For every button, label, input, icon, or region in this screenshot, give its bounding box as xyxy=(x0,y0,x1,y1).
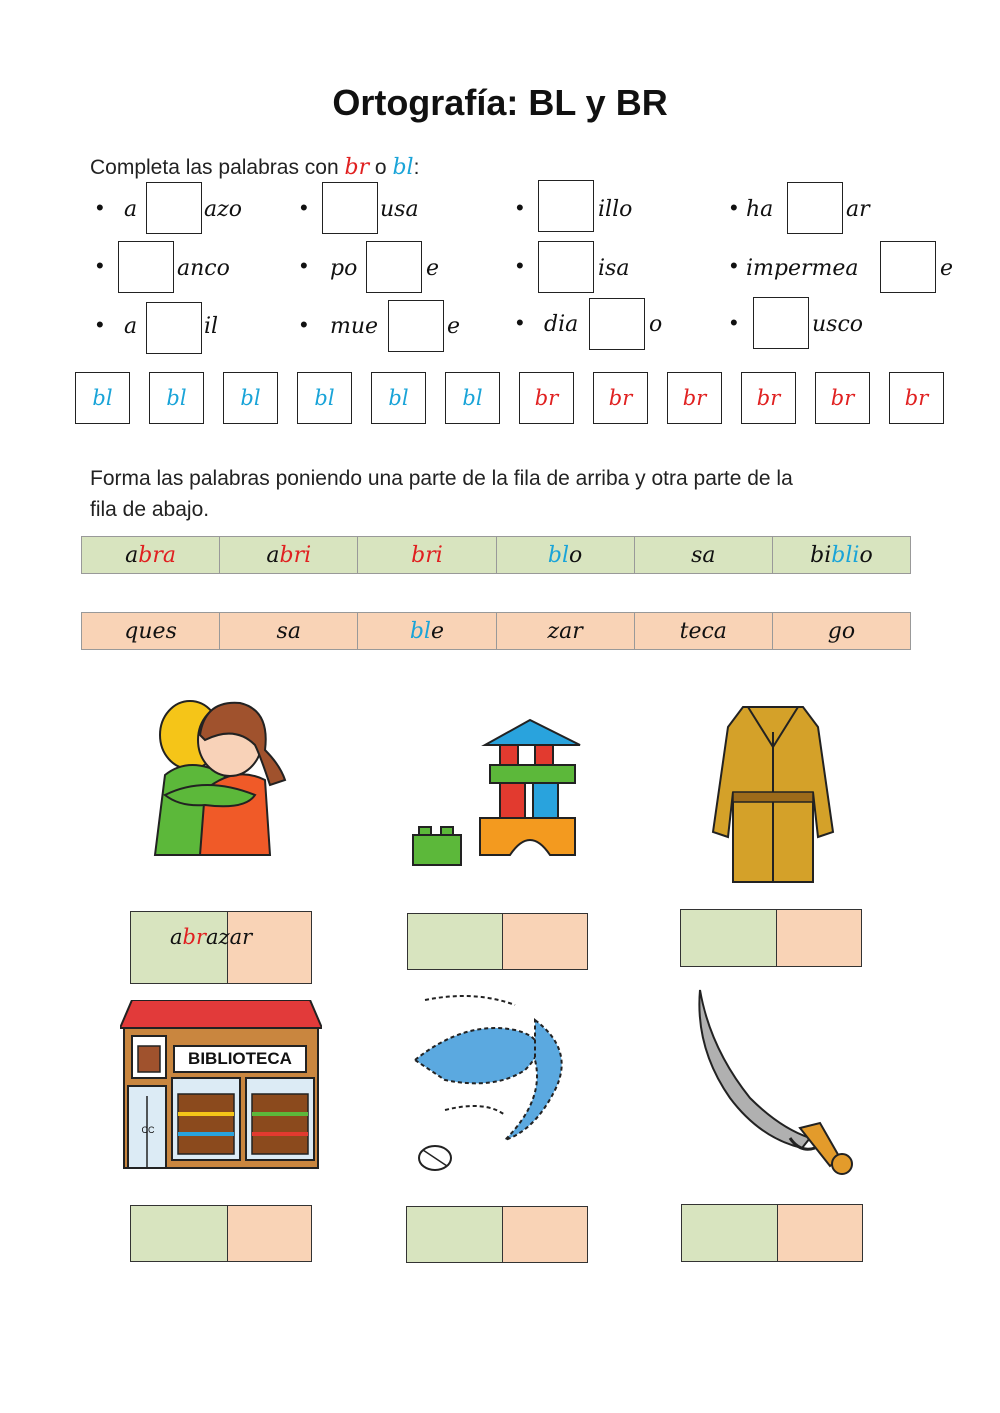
syllable-cell[interactable] xyxy=(635,537,773,573)
page-title: Ortografía: BL y BR xyxy=(332,82,668,123)
blank-box[interactable] xyxy=(753,297,809,349)
syl-part: bli xyxy=(831,542,860,568)
syllable-cell[interactable] xyxy=(497,613,635,649)
word-after: isa xyxy=(598,256,630,281)
syllable-cell[interactable] xyxy=(773,537,910,573)
syl-part: bra xyxy=(138,542,176,568)
syl-part: teca xyxy=(679,618,727,644)
answer-part-bottom[interactable] xyxy=(777,910,861,966)
ans-part: a xyxy=(170,925,183,949)
coat-picture xyxy=(708,702,838,887)
word-before: a xyxy=(124,197,138,222)
word-after: anco xyxy=(177,256,230,281)
tile-text: br xyxy=(904,386,929,410)
bullet: • xyxy=(730,310,738,335)
word-before: mue xyxy=(330,314,379,339)
answer-part-bottom[interactable] xyxy=(503,914,587,969)
answer-part-top[interactable] xyxy=(131,1206,228,1261)
blank-box[interactable] xyxy=(322,182,378,234)
syl-part: ques xyxy=(124,618,177,644)
tile-text: br xyxy=(534,386,559,410)
library-picture xyxy=(120,1000,322,1172)
bullet: • xyxy=(516,310,524,335)
wind-picture xyxy=(405,990,590,1175)
bl-label: bl xyxy=(392,155,414,180)
answer-part-bottom[interactable] xyxy=(228,1206,311,1261)
syl-part: bl xyxy=(409,618,431,644)
bullet: • xyxy=(730,253,738,278)
syl-part: o xyxy=(569,542,583,568)
exercise1-instruction xyxy=(90,155,419,180)
syllable-cell[interactable] xyxy=(635,613,773,649)
tile-text: bl xyxy=(166,386,187,410)
word-before: a xyxy=(124,314,138,339)
blank-box[interactable] xyxy=(880,241,936,293)
answer-part-top[interactable] xyxy=(407,1207,503,1262)
blank-box[interactable] xyxy=(118,241,174,293)
syllable-cell[interactable] xyxy=(82,613,220,649)
bullet: • xyxy=(96,195,104,220)
word-before: ha xyxy=(746,197,774,222)
syllable-cell[interactable] xyxy=(358,537,496,573)
syl-part: bri xyxy=(279,542,312,568)
syl-part: sa xyxy=(691,542,716,568)
instruction-line: Forma las palabras poniendo una parte de la fila de arriba y otra parte de la xyxy=(90,467,793,490)
tile-text: bl xyxy=(240,386,261,410)
syllable-cell[interactable] xyxy=(220,537,358,573)
tile-bl[interactable] xyxy=(371,372,426,424)
tile-bl[interactable] xyxy=(223,372,278,424)
blank-box[interactable] xyxy=(146,302,202,354)
blank-box[interactable] xyxy=(366,241,422,293)
colon-text: : xyxy=(413,156,420,179)
syl-part: o xyxy=(859,542,873,568)
tile-bl[interactable] xyxy=(297,372,352,424)
tile-br[interactable] xyxy=(741,372,796,424)
instruction-text: Completa las palabras con xyxy=(90,156,345,179)
blank-box[interactable] xyxy=(589,298,645,350)
br-label: br xyxy=(344,155,370,180)
tile-text: bl xyxy=(92,386,113,410)
bullet: • xyxy=(96,253,104,278)
answer-part-bottom[interactable] xyxy=(503,1207,587,1262)
syllable-cell[interactable] xyxy=(358,613,496,649)
or-text: o xyxy=(369,156,393,179)
blank-box[interactable] xyxy=(388,300,444,352)
bullet: • xyxy=(300,253,308,278)
word-after: e xyxy=(940,256,954,281)
bullet: • xyxy=(300,312,308,337)
answer-part-top[interactable] xyxy=(408,914,503,969)
syllable-row-bottom xyxy=(81,612,911,650)
blank-box[interactable] xyxy=(538,241,594,293)
syl-part: bl xyxy=(547,542,570,568)
tile-text: bl xyxy=(462,386,483,410)
word-after: ar xyxy=(846,197,870,222)
syllable-cell[interactable] xyxy=(82,537,220,573)
bullet: • xyxy=(516,195,524,220)
syl-part: a xyxy=(125,542,139,568)
library-sign: BIBLIOTECA xyxy=(188,1049,292,1068)
syl-part: zar xyxy=(547,618,583,644)
word-after: usco xyxy=(812,312,864,337)
syllable-cell[interactable] xyxy=(220,613,358,649)
tile-text: br xyxy=(682,386,707,410)
word-after: e xyxy=(426,256,440,281)
syl-part: a xyxy=(266,542,280,568)
tile-text: br xyxy=(830,386,855,410)
word-after: azo xyxy=(204,197,242,222)
syllable-cell[interactable] xyxy=(773,613,910,649)
tile-text: bl xyxy=(388,386,409,410)
syl-part: sa xyxy=(276,618,301,644)
tile-text: br xyxy=(608,386,633,410)
blocks-picture xyxy=(405,715,590,870)
ans-part: br xyxy=(182,925,207,949)
tile-br[interactable] xyxy=(815,372,870,424)
syllable-row-top xyxy=(81,536,911,574)
word-before: po xyxy=(330,256,358,281)
tile-text: bl xyxy=(314,386,335,410)
word-after: il xyxy=(204,314,219,339)
bullet: • xyxy=(730,195,738,220)
instruction-line: fila de abajo. xyxy=(90,498,210,521)
syllable-cell[interactable] xyxy=(497,537,635,573)
bullet: • xyxy=(96,312,104,337)
answer-box[interactable] xyxy=(681,1204,863,1262)
tile-br[interactable] xyxy=(519,372,574,424)
word-after: illo xyxy=(598,197,633,222)
answer-box[interactable] xyxy=(130,1205,312,1262)
hug-picture xyxy=(145,695,295,865)
word-after: o xyxy=(649,312,663,337)
word-after: e xyxy=(447,314,461,339)
word-after: usa xyxy=(380,197,419,222)
syl-part: bi xyxy=(810,542,832,568)
tile-br[interactable] xyxy=(593,372,648,424)
sword-picture xyxy=(690,988,860,1178)
tile-bl[interactable] xyxy=(75,372,130,424)
example-answer xyxy=(170,925,252,949)
tile-br[interactable] xyxy=(667,372,722,424)
tile-text: br xyxy=(756,386,781,410)
syl-part: go xyxy=(827,618,856,644)
bullet: • xyxy=(300,195,308,220)
syl-part: bri xyxy=(411,542,443,568)
word-before: impermea xyxy=(746,256,859,281)
blank-box[interactable] xyxy=(787,182,843,234)
answer-box[interactable] xyxy=(407,913,588,970)
tile-br[interactable] xyxy=(889,372,944,424)
tile-bl[interactable] xyxy=(445,372,500,424)
blank-box[interactable] xyxy=(538,180,594,232)
answer-part-top[interactable] xyxy=(681,910,777,966)
word-before: dia xyxy=(544,312,579,337)
answer-box[interactable] xyxy=(680,909,862,967)
library-door-label: CC xyxy=(141,1125,155,1135)
answer-part-bottom[interactable] xyxy=(778,1205,862,1261)
syl-part: e xyxy=(430,618,444,644)
answer-part-top[interactable] xyxy=(682,1205,778,1261)
exercise2-instruction xyxy=(90,463,793,525)
bullet: • xyxy=(516,253,524,278)
answer-box[interactable] xyxy=(406,1206,588,1263)
ans-part: azar xyxy=(206,925,253,949)
tile-bl[interactable] xyxy=(149,372,204,424)
blank-box[interactable] xyxy=(146,182,202,234)
